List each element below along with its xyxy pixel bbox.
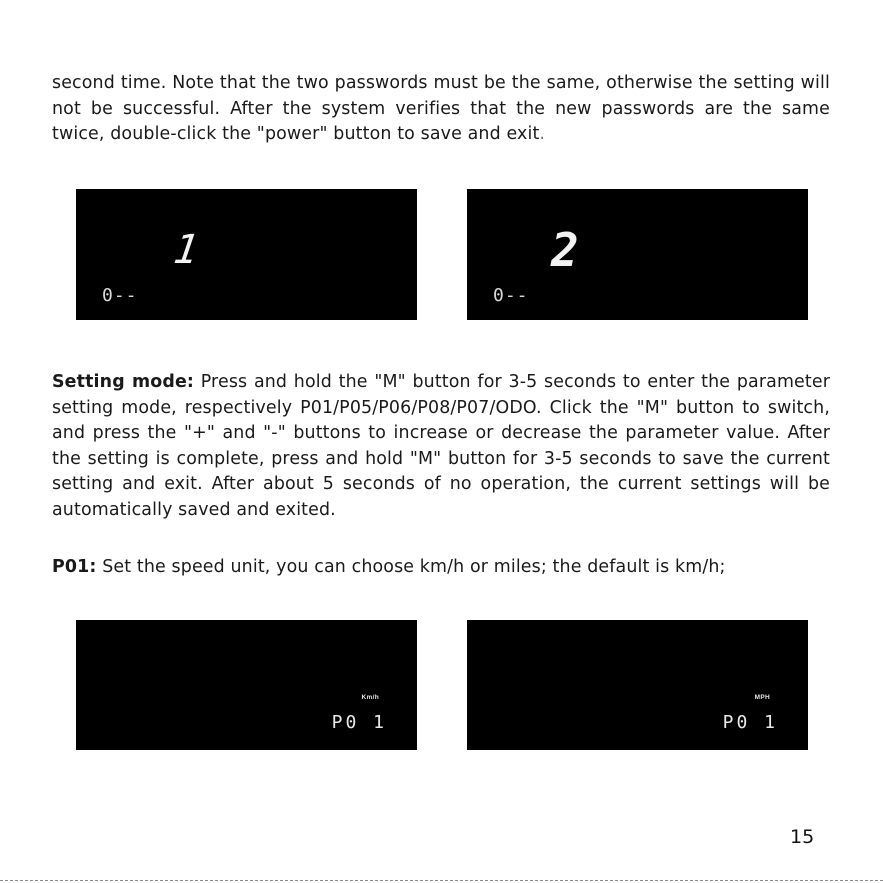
p01-paragraph	[52, 555, 830, 581]
setting-mode-text: Press and hold the "M" button for 3-5 seconds to enter the parameter setting mode, respectively P01/P05/P06/P08/P07/ODO. Click the "M" button to switch, and press the "+" and "-" buttons to increase or decrease the parameter value. After the setting is complete, press and hold "M" button for 3-5 seconds to save the current setting and exit. After about 5 seconds of no operation, the current settings will be automatically saved and exited.	[52, 372, 830, 520]
page-bottom-divider	[0, 880, 883, 881]
setting-mode-label: Setting mode:	[52, 372, 195, 392]
lcd-mode-readout: 0--	[102, 285, 138, 306]
setting-mode-paragraph	[52, 370, 830, 523]
lcd-param-readout: P0 1	[331, 712, 387, 733]
lcd-mode-readout: 0--	[493, 285, 529, 306]
p01-label: P01:	[52, 557, 97, 577]
p01-text: Set the speed unit, you can choose km/h or miles; the default is km/h;	[96, 557, 726, 577]
intro-text: second time. Note that the two passwords must be the same, otherwise the setting will not be successful. After the system verifies that the new passwords are the same twice, double-click the "power" button to save and exit	[52, 73, 830, 144]
lcd-big-digit: 2	[551, 223, 579, 277]
lcd-display-kmh	[76, 620, 417, 750]
intro-paragraph	[52, 71, 830, 148]
lcd-param-readout: P0 1	[722, 712, 778, 733]
intro-tail: .	[539, 124, 546, 144]
lcd-display-password-1	[76, 189, 417, 320]
lcd-unit-label: Km/h	[361, 694, 379, 701]
lcd-unit-label: MPH	[754, 694, 770, 701]
lcd-display-mph	[467, 620, 808, 750]
page-number: 15	[790, 826, 815, 848]
lcd-big-digit: 1	[170, 227, 200, 273]
lcd-display-password-2	[467, 189, 808, 320]
